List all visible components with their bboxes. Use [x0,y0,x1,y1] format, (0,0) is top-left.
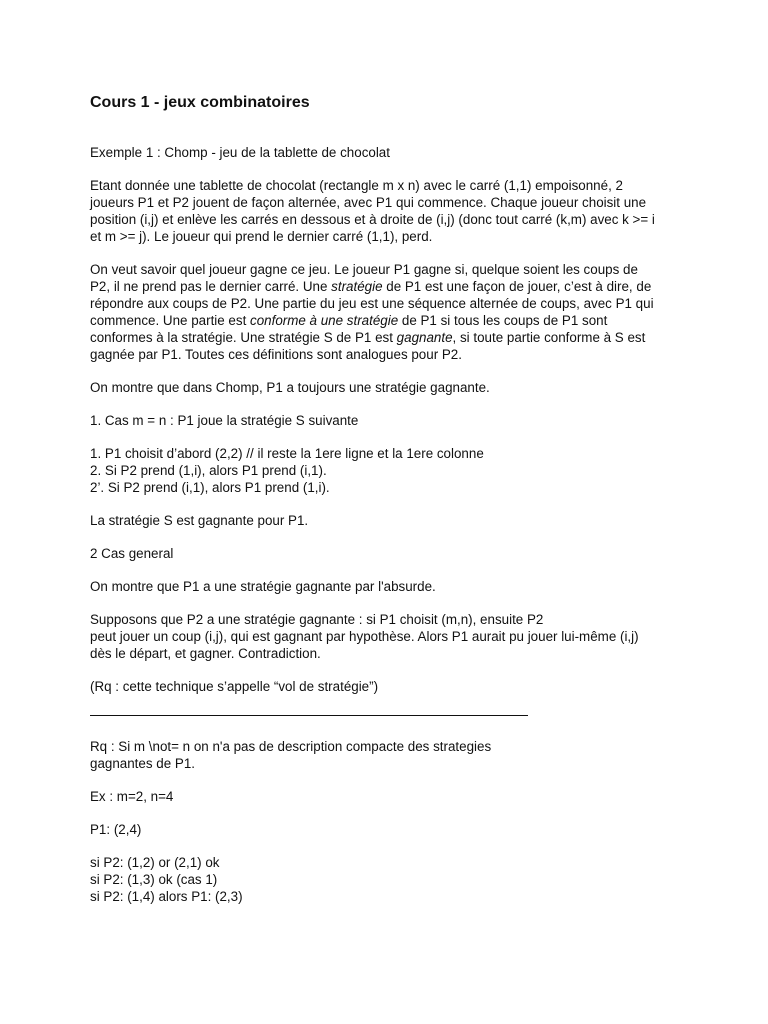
responses-list [90,854,690,905]
definition-line [90,329,690,346]
response-item: si P2: (1,3) ok (cas 1) [90,872,218,887]
response-item: si P2: (1,2) or (2,1) ok [90,855,220,870]
definition-line: répondre aux coups de P2. Une partie du jeu est une séquence alternée de coups, avec P1 qui [90,296,654,311]
intro-line: et m >= j). Le joueur qui prend le dernier carré (1,1), perd. [90,229,433,244]
definition-line: gagnée par P1. Toutes ces définitions sont analogues pour P2. [90,347,462,362]
document-page [90,92,690,921]
case2-heading [90,545,690,562]
case1-heading [90,412,690,429]
definition-line [90,312,690,329]
definition-line: On veut savoir quel joueur gagne ce jeu. Le joueur P1 gagne si, quelque soient les coups de [90,262,638,277]
intro-line: Etant donnée une tablette de chocolat (rectangle m x n) avec le carré (1,1) empoisonné, 2 [90,178,623,193]
horizontal-rule [90,715,528,716]
case1-conclusion [90,512,690,529]
case2-claim-text: On montre que P1 a une stratégie gagnante par l'absurde. [90,579,436,594]
definition-text: conformes à la stratégie. Une stratégie S de P1 est [90,330,397,345]
definition-text: commence. Une partie est [90,313,251,328]
example2-heading [90,788,690,805]
term-strategie: stratégie [331,279,383,294]
step-item: 2’. Si P2 prend (i,1), alors P1 prend (1,i). [90,480,330,495]
case2-heading-text: 2 Cas general [90,546,174,561]
intro-paragraph [90,177,690,245]
case1-steps [90,445,690,496]
remark-vol-de-strategie [90,678,690,695]
example2-text: Ex : m=2, n=4 [90,789,174,804]
remark-text: (Rq : cette technique s’appelle “vol de stratégie”) [90,679,379,694]
case2-claim [90,578,690,595]
proof-line: peut jouer un coup (i,j), qui est gagnant par hypothèse. Alors P1 aurait pu jouer lui-même (i,j) [90,629,639,644]
term-conforme: conforme à une stratégie [250,313,399,328]
case1-heading-text: 1. Cas m = n : P1 joue la stratégie S suivante [90,413,359,428]
remark-line: Rq : Si m \not= n on n'a pas de description compacte des strategies [90,739,492,754]
definition-text: de P1 est une façon de jouer, c’est à dire, de [382,279,652,294]
definition-text: , si toute partie conforme à S est [452,330,646,345]
definition-text: de P1 si tous les coups de P1 sont [398,313,608,328]
p1-move [90,821,690,838]
definition-line [90,278,690,295]
definition-text: P2, il ne prend pas le dernier carré. Une [90,279,332,294]
example-heading-text: Exemple 1 : Chomp - jeu de la tablette de chocolat [90,145,390,160]
case1-conclusion-text: La stratégie S est gagnante pour P1. [90,513,309,528]
step-item: 2. Si P2 prend (1,i), alors P1 prend (i,1). [90,463,327,478]
step-item: 1. P1 choisit d’abord (2,2) // il reste la 1ere ligne et la 1ere colonne [90,446,484,461]
remark-compact-description [90,738,690,772]
proof-line: dès le départ, et gagner. Contradiction. [90,646,321,661]
page-title: Cours 1 - jeux combinatoires [90,94,310,111]
example-heading [90,144,690,161]
intro-line: joueurs P1 et P2 jouent de façon alternée, avec P1 qui commence. Chaque joueur choisit une [90,195,647,210]
intro-line: position (i,j) et enlève les carrés en dessous et à droite de (i,j) (donc tout carré (k,m) avec k >= i [90,212,655,227]
p1-move-text: P1: (2,4) [90,822,142,837]
claim-paragraph [90,379,690,396]
strategy-definition-paragraph [90,261,690,363]
claim-text: On montre que dans Chomp, P1 a toujours une stratégie gagnante. [90,380,490,395]
term-gagnante: gagnante [396,330,453,345]
case2-proof [90,611,690,662]
response-item: si P2: (1,4) alors P1: (2,3) [90,889,243,904]
remark-line: gagnantes de P1. [90,756,195,771]
proof-line: Supposons que P2 a une stratégie gagnante : si P1 choisit (m,n), ensuite P2 [90,612,544,627]
